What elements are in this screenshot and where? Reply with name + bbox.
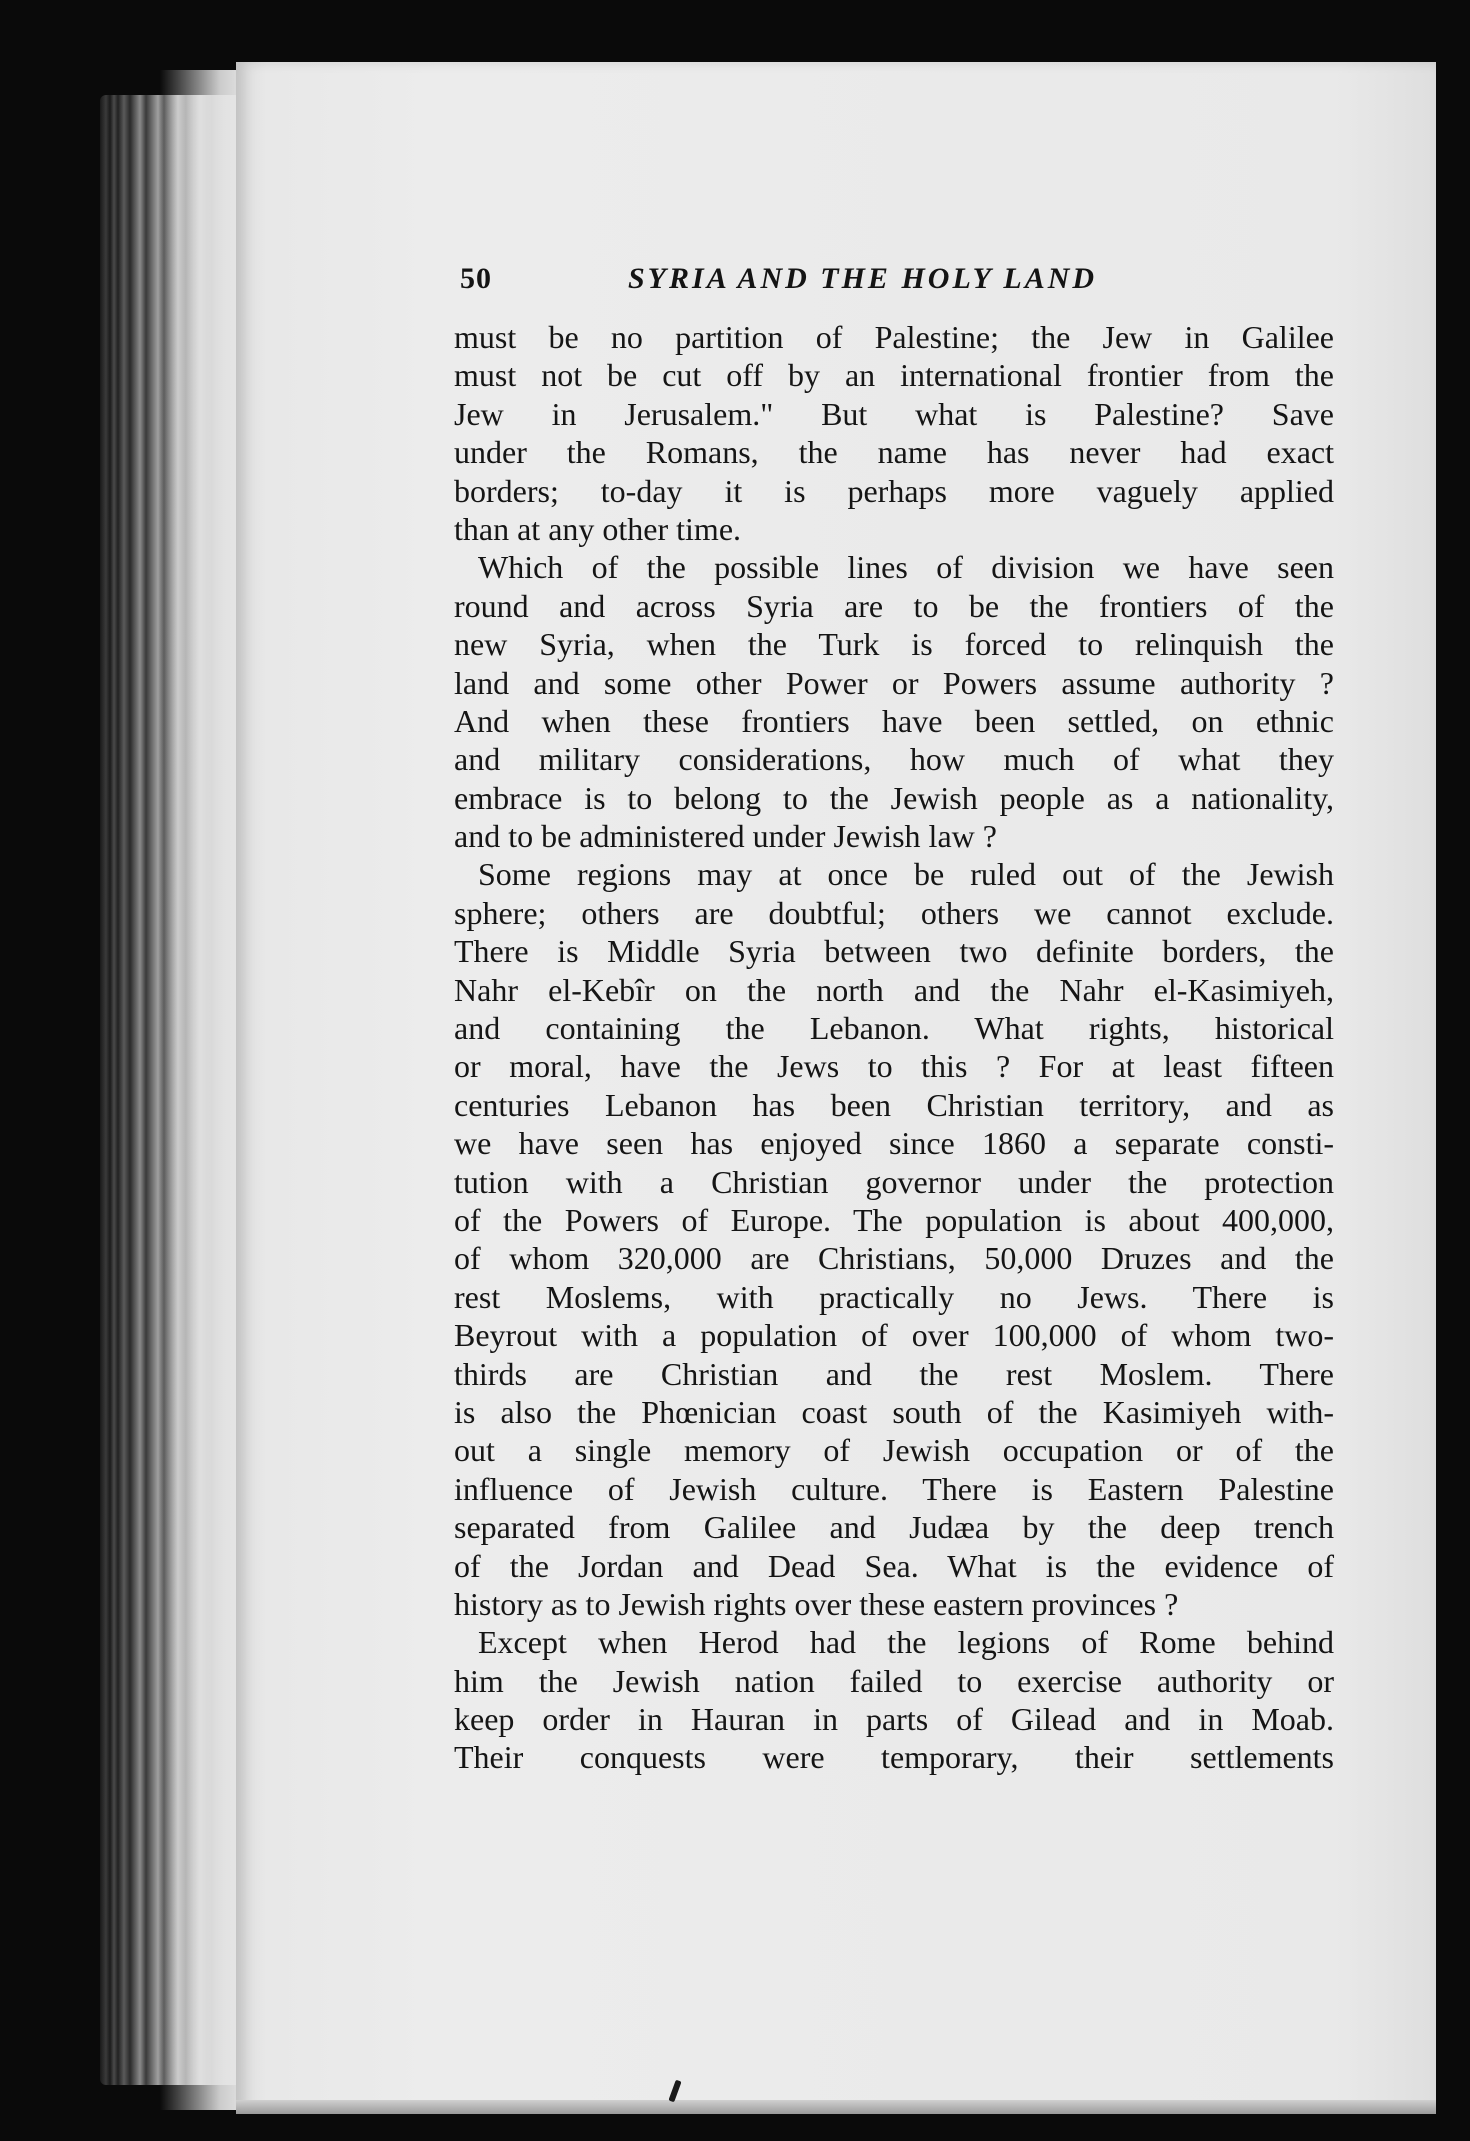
text-line: land and some other Power or Powers assume authority ?	[454, 664, 1334, 701]
body-text	[454, 318, 1334, 1777]
text-line: or moral, have the Jews to this ? For at least fifteen	[454, 1048, 1334, 1085]
text-line: than at any other time.	[454, 510, 742, 547]
text-line: of whom 320,000 are Christians, 50,000 Druzes and the	[454, 1240, 1334, 1277]
text-line: influence of Jewish culture. There is Eastern Palestine	[454, 1470, 1334, 1507]
text-line: rest Moslems, with practically no Jews. There is	[454, 1278, 1334, 1315]
text-line: out a single memory of Jewish occupation or of the	[454, 1432, 1334, 1469]
text-line: Except when Herod had the legions of Rome behind	[478, 1624, 1334, 1661]
text-line: him the Jewish nation failed to exercise authority or	[454, 1662, 1334, 1699]
text-line: Jew in Jerusalem." But what is Palestine? Save	[454, 395, 1334, 432]
text-line: and military considerations, how much of what they	[454, 741, 1334, 778]
text-line: borders; to-day it is perhaps more vaguely applied	[454, 472, 1334, 509]
text-line: Nahr el-Kebîr on the north and the Nahr el-Kasimiyeh,	[454, 971, 1334, 1008]
text-line: separated from Galilee and Judæa by the deep trench	[454, 1509, 1334, 1546]
paragraph-2	[454, 548, 1334, 855]
text-line: and to be administered under Jewish law ?	[454, 818, 997, 855]
text-line: There is Middle Syria between two definite borders, the	[454, 933, 1334, 970]
text-line: embrace is to belong to the Jewish people as a nationality,	[454, 779, 1334, 816]
text-line: sphere; others are doubtful; others we cannot exclude.	[454, 894, 1334, 931]
text-line: Their conquests were temporary, their settlements	[454, 1739, 1334, 1776]
text-line: history as to Jewish rights over these eastern provinces ?	[454, 1585, 1179, 1622]
text-line: tution with a Christian governor under the protection	[454, 1163, 1334, 1200]
page-number: 50	[460, 262, 492, 295]
text-line: of the Powers of Europe. The population is about 400,000,	[454, 1201, 1334, 1238]
paragraph-1	[454, 318, 1334, 548]
text-line: and containing the Lebanon. What rights, historical	[454, 1010, 1334, 1047]
text-line: centuries Lebanon has been Christian territory, and as	[454, 1086, 1334, 1123]
text-line: Which of the possible lines of division we have seen	[478, 549, 1334, 586]
running-head: SYRIA AND THE HOLY LAND	[628, 262, 1098, 295]
text-line: of the Jordan and Dead Sea. What is the evidence of	[454, 1547, 1334, 1584]
text-line: thirds are Christian and the rest Moslem. There	[454, 1355, 1334, 1392]
text-line: round and across Syria are to be the frontiers of the	[454, 587, 1334, 624]
text-line: we have seen has enjoyed since 1860 a separate consti-	[454, 1125, 1334, 1162]
text-line: Beyrout with a population of over 100,000 of whom two-	[454, 1317, 1334, 1354]
page-bottom-edge	[236, 2100, 1436, 2114]
text-line: keep order in Hauran in parts of Gilead and in Moab.	[454, 1701, 1334, 1738]
paragraph-3	[454, 855, 1334, 1623]
text-line: Some regions may at once be ruled out of the Jewish	[478, 856, 1334, 893]
paragraph-4	[454, 1623, 1334, 1777]
page-header	[460, 262, 1180, 312]
text-line: And when these frontiers have been settled, on ethnic	[454, 702, 1334, 739]
text-line: under the Romans, the name has never had exact	[454, 434, 1334, 471]
text-line: must be no partition of Palestine; the Jew in Galilee	[454, 319, 1334, 355]
text-line: must not be cut off by an international frontier from the	[454, 357, 1334, 394]
text-line: new Syria, when the Turk is forced to relinquish the	[454, 626, 1334, 663]
text-line: is also the Phœnician coast south of the Kasimiyeh with-	[454, 1393, 1334, 1430]
